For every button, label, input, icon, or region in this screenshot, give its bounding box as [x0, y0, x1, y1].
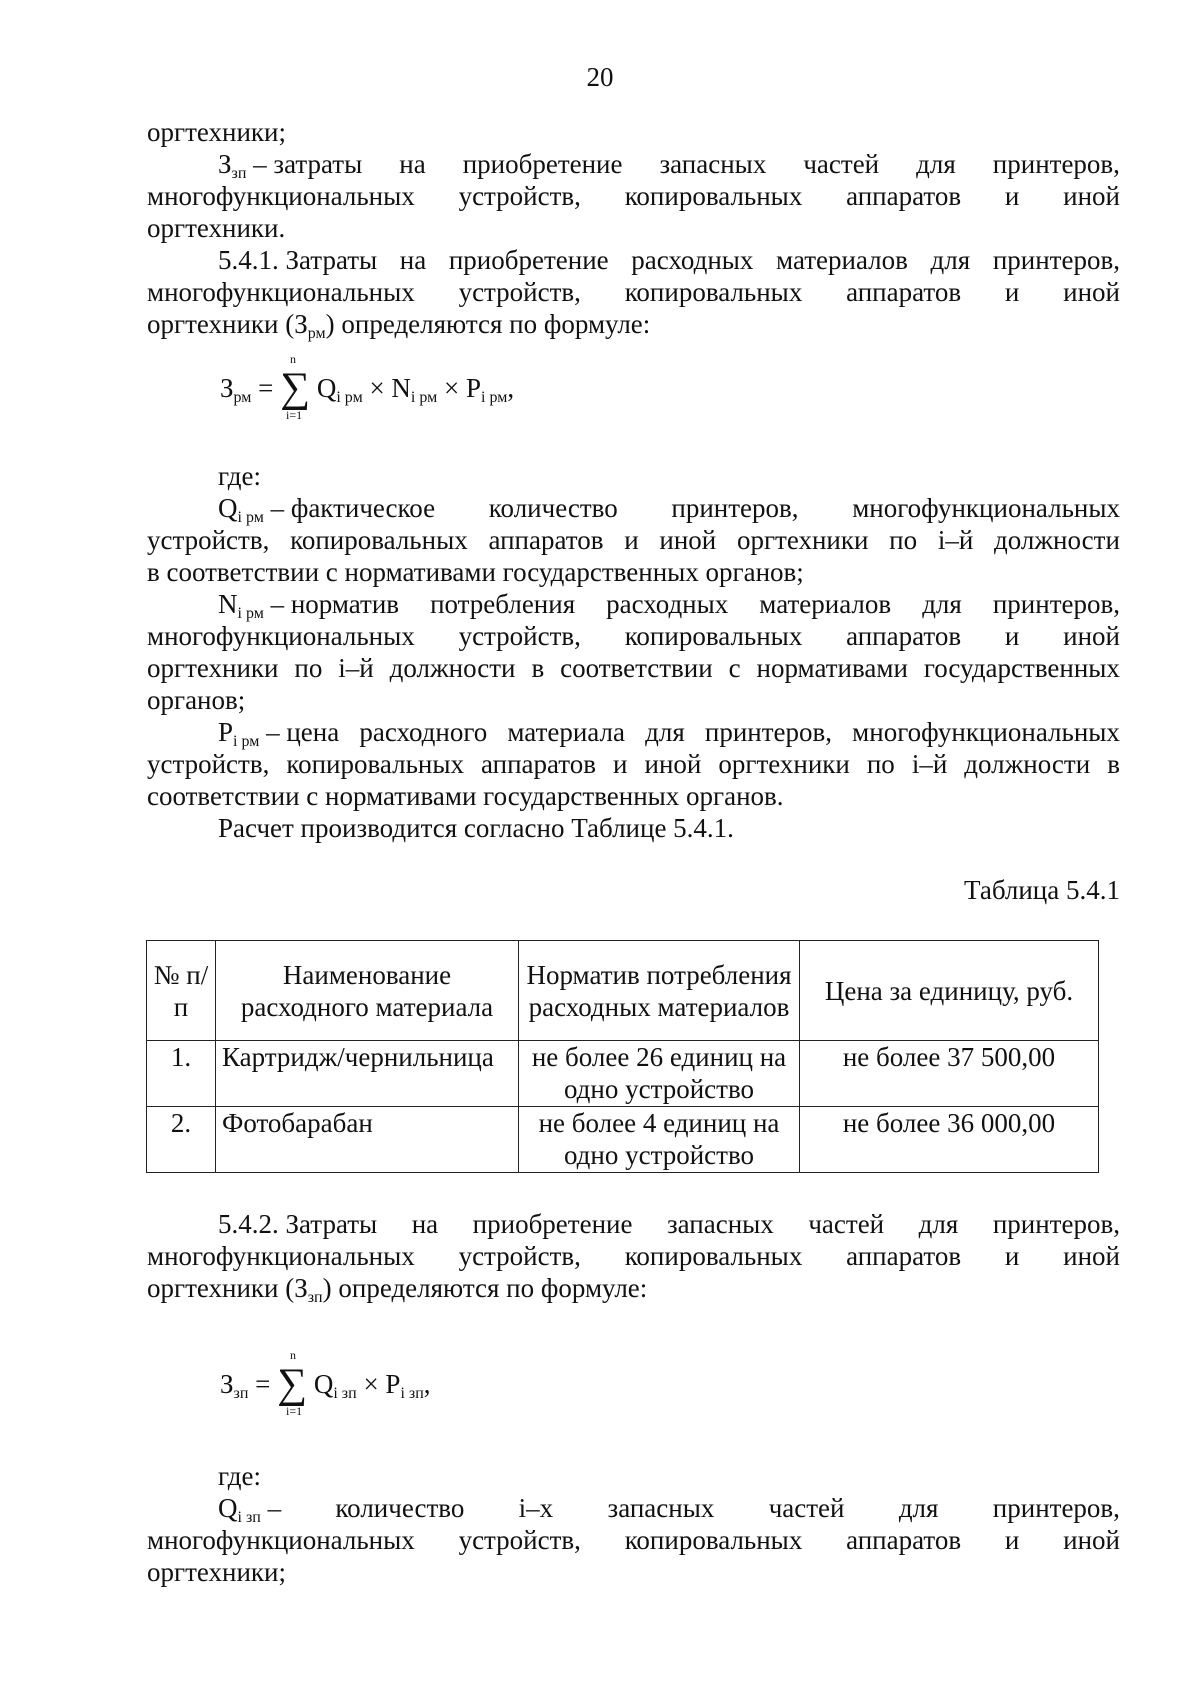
- justified-line: [218, 716, 1120, 748]
- word: многофункциональных: [147, 277, 415, 307]
- word: и: [1004, 621, 1020, 651]
- word: в: [531, 653, 545, 683]
- word: приобретение: [462, 149, 623, 179]
- text-line: Расчет производится согласно Таблице 5.4.1.: [218, 813, 734, 843]
- word: на: [399, 149, 426, 179]
- word: многофункциональных: [852, 717, 1120, 747]
- word: материалов: [776, 245, 908, 275]
- word: принтеров,: [992, 149, 1120, 179]
- justified-line: [147, 524, 1120, 556]
- justified-line: [147, 652, 1120, 684]
- word: аппаратов: [846, 1525, 962, 1555]
- word: устройств,: [458, 1241, 581, 1271]
- word: расходного: [359, 717, 488, 747]
- word: должности: [964, 749, 1091, 779]
- word: устройств,: [458, 277, 581, 307]
- word: частей: [768, 1493, 845, 1523]
- formula-consumables: $З_{рм}$ = ∑ $Q_{i рм} \times N_{i рм} \times P_{i рм}$,: [220, 365, 515, 411]
- word: $З_{зп}$ – затраты: [218, 149, 363, 182]
- text-line: оргтехники $(З_{зп})$ определяются по формуле:: [147, 1273, 648, 1306]
- word: потребления: [430, 589, 576, 619]
- where-label: где:: [218, 1461, 261, 1491]
- word: должности: [994, 525, 1120, 555]
- word: иной: [1063, 1525, 1120, 1555]
- justified-line: [218, 1492, 1120, 1524]
- word: $P_{i рм}$ – цена: [218, 717, 340, 750]
- text-line: оргтехники.: [147, 213, 286, 243]
- col-header-price: Цена за единицу, руб.: [800, 941, 1099, 1041]
- word: с: [728, 653, 741, 683]
- word: копировальных: [290, 525, 468, 555]
- text-line: оргтехники $(З_{рм})$ определяются по формуле:: [147, 309, 651, 342]
- word: частей: [803, 149, 880, 179]
- word: для: [918, 1209, 959, 1239]
- word: аппаратов: [846, 181, 962, 211]
- word: $N_{i рм}$ – норматив: [218, 589, 400, 622]
- word: и: [1004, 277, 1020, 307]
- text-line: соответствии с нормативами государственных органов.: [147, 781, 784, 811]
- word: аппаратов: [846, 1241, 962, 1271]
- word: копировальных: [624, 1525, 803, 1555]
- word: для: [930, 245, 971, 275]
- word: материалов: [759, 589, 892, 619]
- word: оргтехники: [718, 749, 850, 779]
- word: $Q_{i рм}$ – фактическое: [218, 493, 436, 526]
- word: аппаратов: [846, 621, 962, 651]
- justified-line: [147, 620, 1120, 652]
- word: оргтехники: [147, 653, 279, 683]
- word: устройств,: [147, 525, 270, 555]
- word: принтеров,: [992, 1493, 1120, 1523]
- justified-line: [218, 244, 1120, 276]
- page-number: 20: [586, 62, 614, 92]
- text-line: органов;: [147, 685, 246, 715]
- word: многофункциональных: [147, 181, 415, 211]
- word: копировальных: [624, 621, 803, 651]
- word: оргтехники: [736, 525, 869, 555]
- word: принтеров,: [992, 589, 1120, 619]
- word: копировальных: [624, 1241, 803, 1271]
- word: принтеров,: [671, 493, 799, 523]
- cell-norm: не более 4 единиц на одно устройство: [519, 1107, 800, 1173]
- word: нормативами: [756, 653, 908, 683]
- word: устройств,: [458, 181, 581, 211]
- word: в: [1107, 749, 1120, 779]
- word: устройств,: [458, 621, 581, 651]
- word: копировальных: [286, 749, 464, 779]
- justified-line: [218, 148, 1120, 180]
- word: и: [1004, 181, 1020, 211]
- word: по: [889, 525, 918, 555]
- text-line: в соответствии с нормативами государственных органов;: [147, 557, 804, 587]
- word: многофункциональных: [147, 1241, 415, 1271]
- word: и: [624, 525, 639, 555]
- justified-line: [147, 276, 1120, 308]
- word: копировальных: [624, 181, 803, 211]
- cell-num: 2.: [147, 1107, 216, 1173]
- word: многофункциональных: [852, 493, 1120, 523]
- sum-lower-limit: i=1: [286, 1404, 303, 1418]
- word: принтеров,: [992, 1209, 1120, 1239]
- word: на: [411, 1209, 439, 1239]
- word: приобретение: [472, 1209, 633, 1239]
- word: копировальных: [624, 277, 803, 307]
- word: количество: [488, 493, 618, 523]
- col-header-norm: Норматив потребления расходных материалов: [519, 941, 800, 1041]
- text-line: оргтехники;: [147, 117, 286, 147]
- word: 5.4.2. Затраты: [218, 1209, 378, 1239]
- justified-line: [147, 180, 1120, 212]
- word: аппаратов: [488, 525, 604, 555]
- justified-line: [147, 1524, 1120, 1556]
- formula-spare-parts: $З_{зп}$ = ∑ $Q_{i зп} \times P_{i зп}$,: [220, 1361, 431, 1407]
- word: запасных: [659, 149, 767, 179]
- word: принтеров,: [992, 245, 1120, 275]
- word: запасных: [607, 1493, 715, 1523]
- justified-line: [147, 1240, 1120, 1272]
- word: для: [922, 589, 962, 619]
- cell-price: не более 37 500,00: [800, 1041, 1099, 1107]
- word: иной: [644, 749, 702, 779]
- word: материала: [507, 717, 625, 747]
- cell-price: не более 36 000,00: [800, 1107, 1099, 1173]
- justified-line: [218, 492, 1120, 524]
- word: запасных: [667, 1209, 774, 1239]
- word: по: [866, 749, 895, 779]
- word: аппаратов: [846, 277, 962, 307]
- word: $Q_{i зп}$ –: [218, 1493, 282, 1526]
- word: частей: [808, 1209, 885, 1239]
- cell-name: Картридж/чернильница: [216, 1041, 519, 1107]
- word: иной: [1063, 621, 1120, 651]
- word: и: [1004, 1525, 1020, 1555]
- justified-line: [218, 1208, 1120, 1240]
- justified-line: [147, 748, 1120, 780]
- word: многофункциональных: [147, 621, 415, 651]
- word: принтеров,: [704, 717, 833, 747]
- word: i–й: [338, 653, 374, 683]
- table-row: [147, 1041, 1099, 1107]
- word: иной: [1063, 277, 1120, 307]
- word: устройств,: [458, 1525, 581, 1555]
- word: на: [399, 245, 427, 275]
- col-header-num: № п/п: [147, 941, 216, 1041]
- word: многофункциональных: [147, 1525, 415, 1555]
- word: i–х: [518, 1493, 554, 1523]
- word: расходных: [606, 589, 729, 619]
- word: и: [1004, 1241, 1020, 1271]
- cell-name: Фотобарабан: [216, 1107, 519, 1173]
- word: для: [645, 717, 685, 747]
- table-row: [147, 1107, 1099, 1173]
- word: и: [613, 749, 628, 779]
- word: аппаратов: [481, 749, 597, 779]
- word: расходных: [631, 245, 754, 275]
- word: иной: [659, 525, 717, 555]
- word: для: [898, 1493, 939, 1523]
- word: количество: [335, 1493, 465, 1523]
- word: должности: [389, 653, 516, 683]
- word: i–й: [911, 749, 948, 779]
- justified-line: [218, 588, 1120, 620]
- sum-upper-limit: n: [290, 1348, 296, 1362]
- cell-norm: не более 26 единиц на одно устройство: [519, 1041, 800, 1107]
- text-line: оргтехники;: [147, 1557, 286, 1587]
- sum-lower-limit: i=1: [286, 408, 303, 422]
- word: соответствии: [560, 653, 713, 683]
- word: иной: [1063, 1241, 1120, 1271]
- table-caption: Таблица 5.4.1: [964, 875, 1120, 905]
- consumables-table: [146, 940, 1099, 1173]
- word: приобретение: [448, 245, 609, 275]
- word: для: [916, 149, 956, 179]
- word: государственных: [923, 653, 1120, 683]
- word: i–й: [937, 525, 974, 555]
- where-label: где:: [218, 461, 261, 491]
- word: по: [294, 653, 323, 683]
- cell-num: 1.: [147, 1041, 216, 1107]
- col-header-name: Наименование расходного материала: [216, 941, 519, 1041]
- word: 5.4.1. Затраты: [218, 245, 378, 275]
- sum-upper-limit: n: [290, 352, 296, 366]
- word: устройств,: [147, 749, 270, 779]
- word: иной: [1063, 181, 1120, 211]
